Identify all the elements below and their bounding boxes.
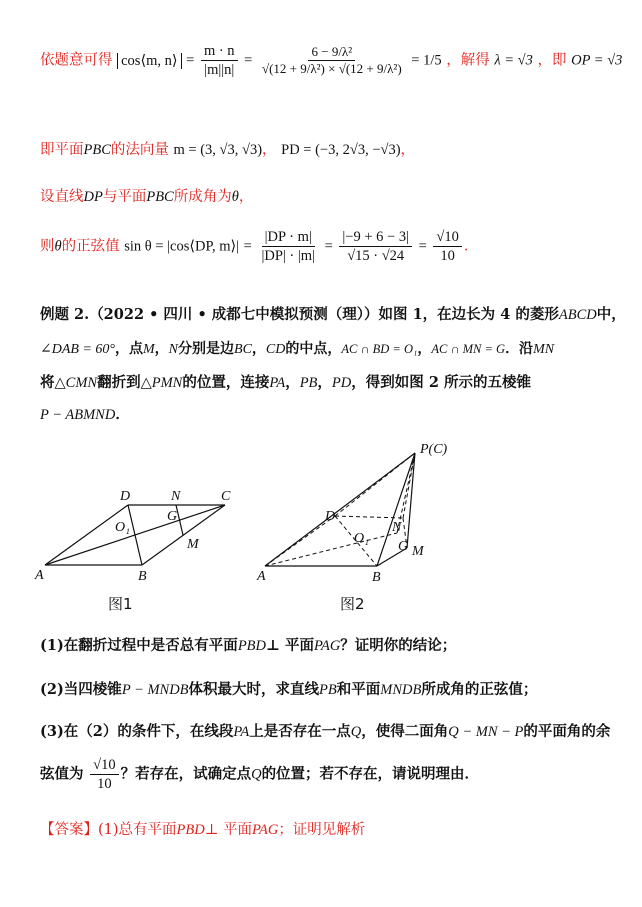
question-1 <box>40 634 456 655</box>
line1-frac-left <box>201 42 238 79</box>
q2-d: 所成角的正弦值； <box>421 681 538 698</box>
q2-b: 体积最大时，求直线 <box>188 681 320 698</box>
line3-dp: DP <box>83 189 103 205</box>
line3-pbc: PBC <box>146 189 174 205</box>
line4-frac1-num: |DP · m| <box>262 228 315 247</box>
fig1-caption: 图1 <box>108 595 133 613</box>
line2-pbc: PBC <box>83 142 111 158</box>
q1-pag: PAG <box>313 638 341 654</box>
example-line-3 <box>40 371 531 392</box>
fig2-label-g: G <box>398 539 409 554</box>
q2-pyr: P − MNDB <box>121 682 189 698</box>
example-text1-end: 中， <box>596 306 626 323</box>
line4-theta: θ <box>54 238 62 255</box>
line1-num: 6 − 9/λ² <box>308 44 355 61</box>
fig1-label-a: A <box>35 568 44 583</box>
q3-c: ，使得二面角 <box>361 723 449 740</box>
fig1-label-b: B <box>138 569 147 584</box>
fig2-label-a: A <box>257 569 266 584</box>
example-text2d: ， <box>251 341 266 357</box>
line4-result-num: √10 <box>433 228 461 247</box>
example-inter1: AC ∩ BD = O₁ <box>341 342 418 356</box>
fig1-label-o1: O₁ <box>115 520 130 535</box>
q1-perp: ⊥ 平面 <box>266 637 314 654</box>
question-3-line-2 <box>40 756 479 793</box>
q3-b: 上是否存在一点 <box>249 723 351 740</box>
example-mn: MN <box>533 342 555 357</box>
example-text3e: ， <box>317 374 332 391</box>
example-pa: PA <box>269 375 286 391</box>
line1-op: OP = √3 <box>571 52 623 69</box>
fig1-label-c: C <box>221 489 231 504</box>
example-text2f: ， <box>417 341 432 357</box>
example-text1: 如图 1，在边长为 4 的菱形 <box>378 306 559 323</box>
q3-f: ？若存在，试确定点 <box>120 765 252 783</box>
figure-1-rhombus <box>30 485 240 585</box>
line1-sep: ，即 <box>537 52 567 69</box>
line2-m: m = (3, √3, √3) <box>173 142 263 158</box>
fig2-label-m: M <box>412 544 424 559</box>
q3-a: (3)在（2）的条件下，在线段 <box>40 723 234 740</box>
example-text2c: 分别是边 <box>178 341 235 357</box>
line3-theta: θ <box>231 189 239 205</box>
example-text3f: ，得到如图 2 所示的五棱锥 <box>351 374 531 391</box>
q1-b: ？证明你的结论； <box>340 637 457 654</box>
fig2-label-p: P(C) <box>420 442 448 457</box>
line2-pd: PD = (−3, 2√3, −√3) <box>281 142 401 158</box>
example-angle: ∠DAB = 60° <box>40 342 115 357</box>
line4-result-den: 10 <box>440 248 455 265</box>
example-inter2: AC ∩ MN = G <box>431 342 506 356</box>
example-pb: PB <box>299 375 318 391</box>
line1-prefix: 依题意可得 <box>40 52 113 69</box>
line1-lambda: λ = √3 <box>494 52 533 69</box>
line4-sin: sin θ = |cos⟨DP, m⟩| <box>124 238 240 255</box>
fig2-label-n: N <box>392 520 402 535</box>
example-text3a: 将 <box>40 374 55 391</box>
line1-cos: cos⟨m, n⟩ <box>117 53 181 69</box>
example-line-1 <box>40 303 626 324</box>
example-source: （2022 • 四川 • 成都七中模拟预测（理）） <box>89 306 379 323</box>
line2-prefix: 即平面 <box>40 142 84 158</box>
answer-bracket: 【答案】 <box>40 822 98 838</box>
answer-perp: ⊥ 平面 <box>204 822 252 838</box>
q1-a: (1)在翻折过程中是否总有平面 <box>40 637 238 654</box>
example-line-2 <box>40 338 554 358</box>
answer-b: ；证明见解析 <box>278 822 366 838</box>
fig2-label-b: B <box>372 570 381 585</box>
example-text2b: ， <box>154 341 169 357</box>
line4-frac2 <box>339 228 412 265</box>
line3-suffix: 所成角为 <box>173 189 232 205</box>
solution-line-4: 则θ的正弦值 sin θ = |cos⟨DP, m⟩| = $\frac{|DP \cdot m|}{|DP| \cdot |m|}$ = $\frac{|-9 + 6 - 3|}{√15 \cdot √24}$ = $\frac{√10}{10}$ ． <box>40 229 479 265</box>
line4-frac1-den: |DP| · |m| <box>261 248 315 265</box>
q3-q2: Q <box>251 766 262 783</box>
line3-prefix: 设直线 <box>40 189 84 205</box>
example-m: M <box>143 342 155 357</box>
example-label: 例题 2. <box>40 306 90 323</box>
line4-mid: 的正弦值 <box>61 238 120 255</box>
line2-mid: 的法向量 <box>110 142 169 158</box>
fig2-caption: 图2 <box>340 595 365 613</box>
fig1-label-g: G <box>167 509 178 524</box>
q3-d: 的平面角的余 <box>523 723 611 740</box>
q2-c: 和平面 <box>336 681 381 698</box>
line4-frac2-den: √15 · √24 <box>347 248 405 265</box>
q2-a: (2)当四棱锥 <box>40 681 122 698</box>
line1-frac-left-den: |m||n| <box>204 62 235 79</box>
q3-e: 弦值为 <box>40 765 84 783</box>
line4-prefix: 则 <box>40 238 55 255</box>
example-text2e: 的中点， <box>285 341 342 357</box>
example-tri1: △CMN <box>54 375 98 391</box>
fig2-label-d: D <box>325 509 336 524</box>
example-abcd: ABCD <box>558 307 597 323</box>
q3-num: √10 <box>90 756 118 775</box>
line1-frac-left-num: m · n <box>201 42 238 61</box>
line1-solve: ，解得 <box>446 52 490 69</box>
line1-frac-main <box>259 44 405 78</box>
q3-pa: PA <box>233 724 250 740</box>
answer-a: (1)总有平面 <box>98 822 177 838</box>
q1-pbd: PBD <box>237 638 266 654</box>
example-pyramid: P − ABMND <box>40 407 116 423</box>
example-n: N <box>168 342 179 357</box>
q3-den: 10 <box>97 776 112 793</box>
question-3-line-1 <box>40 720 610 741</box>
fig2-label-o1: O₁ <box>354 531 369 546</box>
example-text3b: 翻折到 <box>97 374 141 391</box>
example-cd: CD <box>265 342 286 357</box>
example-tri2: △PMN <box>140 375 183 391</box>
line1-den: √(12 + 9/λ²) × √(12 + 9/λ²) <box>261 61 402 77</box>
line4-frac2-num: |−9 + 6 − 3| <box>339 228 412 247</box>
example-bc: BC <box>234 342 252 357</box>
figure-2-pyramid <box>255 438 465 588</box>
fig1-label-n: N <box>171 489 181 504</box>
answer-pbd: PBD <box>176 822 205 838</box>
example-text3c: 的位置，连接 <box>182 374 270 391</box>
example-pd: PD <box>331 375 352 391</box>
line3-mid: 与平面 <box>102 189 147 205</box>
q2-pb: PB <box>319 682 337 698</box>
q3-g: 的位置；若不存在，请说明理由． <box>261 765 480 783</box>
q2-plane: MNDB <box>380 682 422 698</box>
answer-pag: PAG <box>251 822 279 838</box>
question-2 <box>40 678 537 699</box>
q3-dihedral: Q − MN − P <box>448 724 524 740</box>
answer-line <box>40 818 365 839</box>
solution-line-3: 设直线DP与平面PBC所成角为θ， <box>40 189 254 205</box>
example-text2a: ，点 <box>115 341 143 357</box>
example-text3d: ， <box>285 374 300 391</box>
fig1-label-m: M <box>187 537 199 552</box>
q3-fraction <box>90 756 118 793</box>
line4-frac1 <box>258 228 318 265</box>
solution-line-2: 即平面PBC的法向量 m = (3, √3, √3)， PD = (−3, 2√3, −√3)， <box>40 142 416 158</box>
example-pyramid-end: ． <box>115 406 130 423</box>
example-line-4 <box>40 403 130 424</box>
example-text2g: ．沿 <box>505 341 534 357</box>
solution-line-1: 依题意可得 cos⟨m, n⟩ = $\frac{m \cdot n}{|m||n|}$ = $\frac{\text{6 − 9/λ²}}{\text{√(12 + 9/λ²) × √(12 + 9/λ²)}}$ = 1/5 ，解得 λ = √3 ，即 OP = √3 <box>40 43 623 79</box>
line1-eq: = 1/5 <box>411 52 442 69</box>
line4-result <box>433 228 461 265</box>
fig1-label-d: D <box>120 489 131 504</box>
q3-q: Q <box>350 724 362 740</box>
